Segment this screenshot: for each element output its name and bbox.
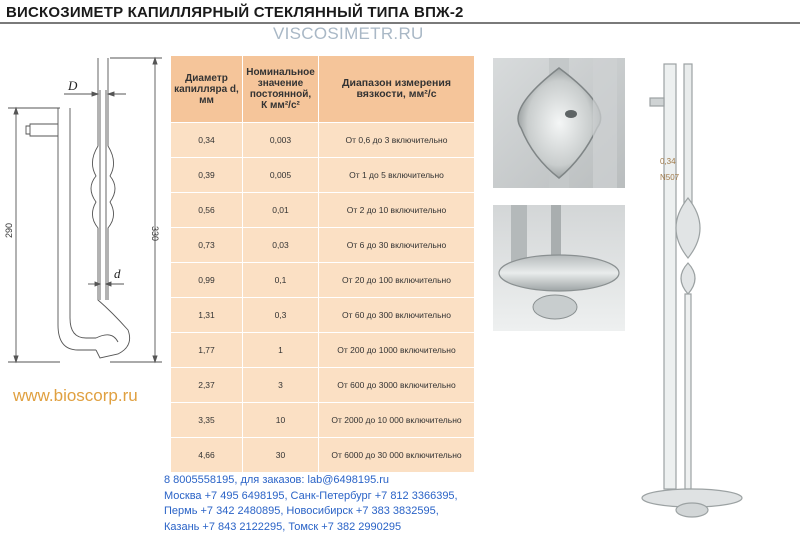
table-row: [171, 158, 475, 193]
cell-constant: 0,003: [243, 123, 319, 158]
label-D: D: [68, 78, 78, 93]
cell-constant: 10: [243, 403, 319, 438]
table-row: [171, 438, 475, 473]
spec-table: [170, 55, 475, 473]
cell-constant: 0,005: [243, 158, 319, 193]
cell-diameter: 1,31: [171, 298, 243, 333]
contact-line: Казань +7 843 2122295, Томск +7 382 2990295: [164, 520, 402, 533]
cell-constant: 30: [243, 438, 319, 473]
dim-left-label: 290: [4, 222, 14, 238]
cell-constant: 0,01: [243, 193, 319, 228]
cell-constant: 1: [243, 333, 319, 368]
viscometer-drawing: [0, 50, 170, 380]
label-d: d: [114, 266, 121, 281]
tube-mark-1: 0,34: [660, 157, 676, 166]
cell-range: От 60 до 300 включительно: [319, 298, 475, 333]
cell-range: От 200 до 1000 включительно: [319, 333, 475, 368]
viscometer-photo: [640, 58, 750, 528]
header-diameter: Диаметр капилляра d, мм: [171, 56, 243, 123]
cell-range: От 20 до 100 включительно: [319, 263, 475, 298]
watermark: VISCOSIMETR.RU: [273, 24, 424, 43]
cell-diameter: 1,77: [171, 333, 243, 368]
site-link[interactable]: www.bioscorp.ru: [13, 386, 138, 405]
table-row: [171, 403, 475, 438]
table-row: [171, 228, 475, 263]
dim-right-label: 330: [150, 226, 160, 242]
table-row: [171, 263, 475, 298]
table-row: [171, 123, 475, 158]
cell-diameter: 0,73: [171, 228, 243, 263]
contact-line: Пермь +7 342 2480895, Новосибирск +7 383 3832595,: [164, 505, 439, 518]
cell-constant: 0,1: [243, 263, 319, 298]
cell-constant: 0,03: [243, 228, 319, 263]
cell-diameter: 4,66: [171, 438, 243, 473]
table-row: [171, 368, 475, 403]
cell-diameter: 0,99: [171, 263, 243, 298]
cell-range: От 6 до 30 включительно: [319, 228, 475, 263]
table-row: [171, 193, 475, 228]
cell-diameter: 3,35: [171, 403, 243, 438]
base-closeup-photo: [493, 205, 625, 331]
header-constant: Номинальное значение постоянной, К мм²/с²: [243, 56, 319, 123]
cell-range: От 600 до 3000 включительно: [319, 368, 475, 403]
cell-diameter: 2,37: [171, 368, 243, 403]
header-range: Диапазон измерения вязкости, мм²/с: [319, 56, 475, 123]
contact-line: 8 8005558195, для заказов: lab@6498195.ru: [164, 474, 390, 486]
cell-constant: 0,3: [243, 298, 319, 333]
cell-range: От 2 до 10 включительно: [319, 193, 475, 228]
page-title: ВИСКОЗИМЕТР КАПИЛЛЯРНЫЙ СТЕКЛЯННЫЙ ТИПА ВПЖ-2: [6, 4, 464, 21]
contact-line: Москва +7 495 6498195, Санк-Петербург +7 812 3366395,: [164, 489, 458, 502]
table-row: [171, 333, 475, 368]
cell-range: От 1 до 5 включительно: [319, 158, 475, 193]
table-row: [171, 298, 475, 333]
cell-diameter: 0,34: [171, 123, 243, 158]
table-header-row: [171, 56, 475, 123]
cell-range: От 0,6 до 3 включительно: [319, 123, 475, 158]
cell-constant: 3: [243, 368, 319, 403]
cell-diameter: 0,39: [171, 158, 243, 193]
bulb-closeup-photo: [493, 58, 625, 188]
contacts-block: [164, 473, 458, 535]
cell-diameter: 0,56: [171, 193, 243, 228]
cell-range: От 2000 до 10 000 включительно: [319, 403, 475, 438]
cell-range: От 6000 до 30 000 включительно: [319, 438, 475, 473]
tube-mark-2: N507: [660, 173, 680, 182]
